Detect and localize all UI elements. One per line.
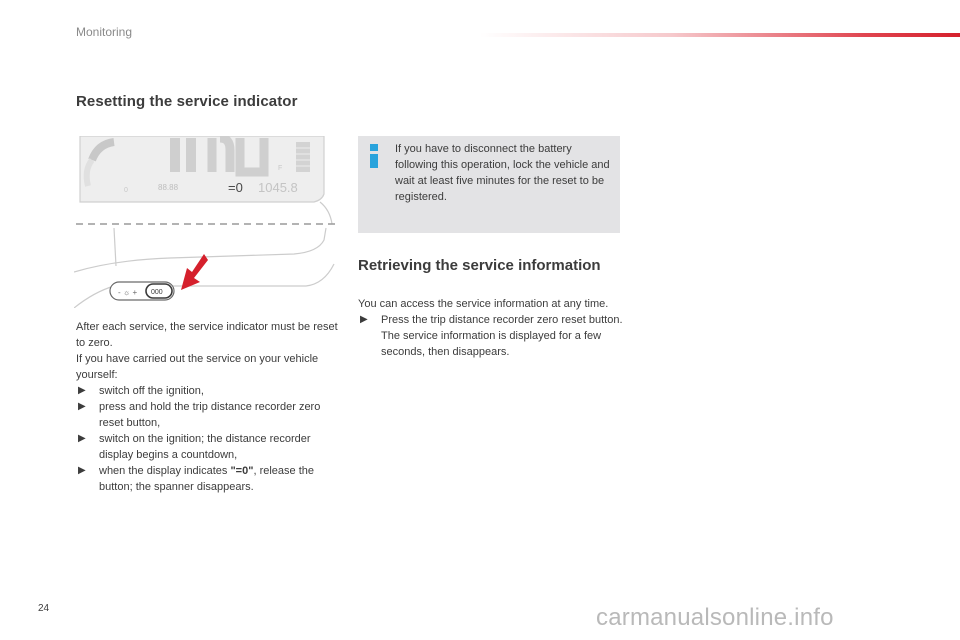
list-item xyxy=(76,431,346,463)
header-accent-bar xyxy=(480,33,960,37)
reset-instructions xyxy=(76,319,346,495)
arrow-bullet-icon: ▶ xyxy=(78,433,86,444)
retrieve-heading: Retrieving the service information xyxy=(358,257,601,274)
list-item xyxy=(358,328,623,360)
info-note xyxy=(358,136,620,233)
figure-odometer-small: 88.88 xyxy=(158,183,179,192)
list-item xyxy=(76,399,346,431)
retrieve-step-text: Press the trip distance recorder zero reset button. xyxy=(381,314,623,326)
retrieve-steps-list xyxy=(358,312,623,360)
arrow-bullet-icon: ▶ xyxy=(78,401,86,412)
figure-tick-label: 0 xyxy=(124,187,128,194)
svg-text:- ☼ +: - ☼ + xyxy=(118,288,138,297)
info-icon xyxy=(368,143,380,169)
arrow-bullet-icon: ▶ xyxy=(360,314,368,325)
page-heading: Resetting the service indicator xyxy=(76,93,298,110)
reset-step-text: press and hold the trip distance recorder zero reset button, xyxy=(99,401,321,429)
reset-step-4-suffix: , release the button; the spanner disappears. xyxy=(99,465,314,493)
section-title: Monitoring xyxy=(76,25,133,39)
retrieve-intro: You can access the service information at any time. xyxy=(358,298,609,310)
reset-intro-1: After each service, the service indicator must be reset to zero. xyxy=(76,321,338,349)
figure-display-odometer: 1045.8 xyxy=(258,180,298,195)
reset-intro-2: If you have carried out the service on your vehicle yourself: xyxy=(76,353,319,381)
retrieve-instructions xyxy=(358,296,623,360)
svg-text:000: 000 xyxy=(151,289,163,296)
figure-display-trip: =0 xyxy=(228,180,243,195)
list-item xyxy=(358,312,623,328)
arrow-bullet-icon: ▶ xyxy=(78,465,86,476)
instrument-panel-illustration xyxy=(74,136,336,308)
reset-button-arrow xyxy=(181,254,208,290)
reset-steps-list xyxy=(76,383,346,495)
reset-step-text: switch on the ignition; the distance recorder display begins a countdown, xyxy=(99,433,311,461)
page-number: 24 xyxy=(38,603,50,614)
arrow-bullet-icon: ▶ xyxy=(78,385,86,396)
reset-step-4-value: "=0" xyxy=(230,465,254,477)
figure-tick-label: F xyxy=(278,165,283,172)
info-note-text: If you have to disconnect the battery following this operation, lock the vehicle and wait at least five minutes for the reset to be registered. xyxy=(395,143,610,203)
reset-step-text: switch off the ignition, xyxy=(99,385,204,397)
reset-step-4-prefix: when the display indicates xyxy=(99,465,231,477)
retrieve-step-note: The service information is displayed for a few seconds, then disappears. xyxy=(381,330,602,358)
list-item xyxy=(76,383,346,399)
watermark: carmanualsonline.info xyxy=(596,604,834,631)
list-item xyxy=(76,463,346,495)
